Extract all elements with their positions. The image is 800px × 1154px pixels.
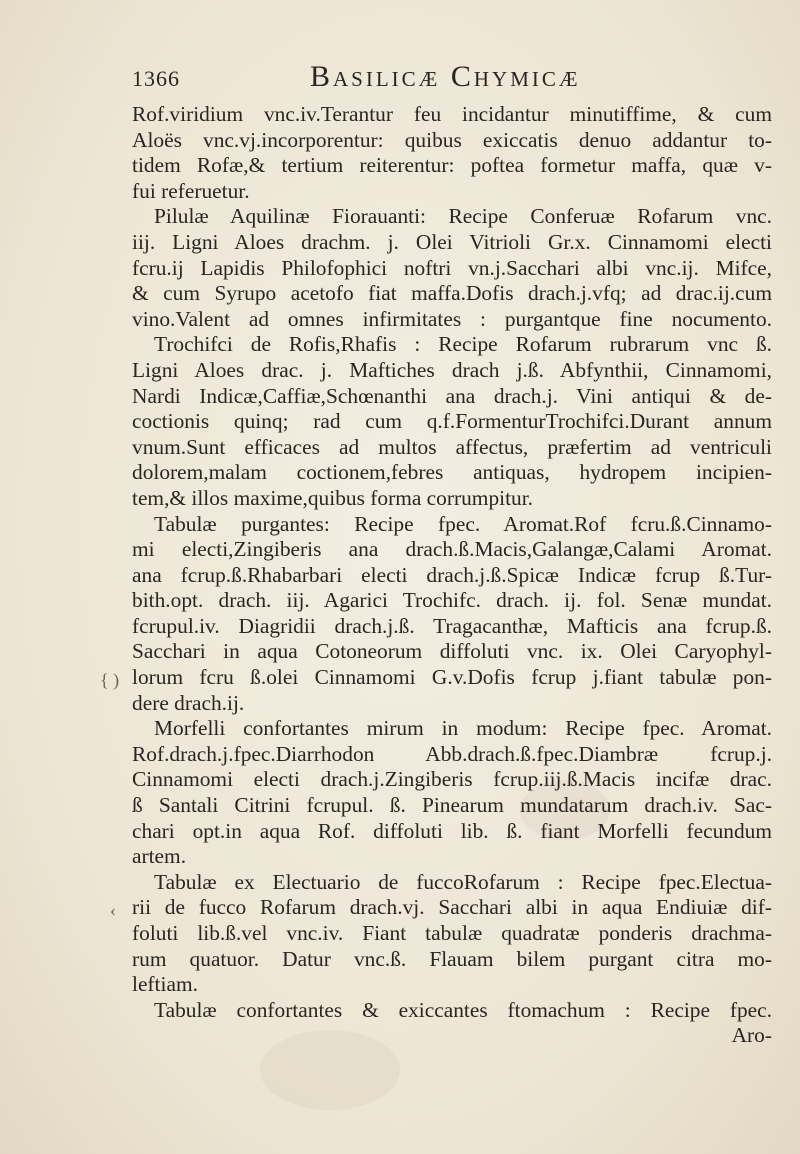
margin-mark: { ) <box>100 670 120 690</box>
text-line: bith.opt. drach. iij. Agarici Trochifc. drach. ij. fol. Senæ mundat. <box>132 588 772 613</box>
text-line: dolorem,malam coctionem,febres antiquas, hydropem incipien- <box>132 460 772 485</box>
text-line: fcrupul.iv. Diagridii drach.j.ß. Tragacanthæ, Mafticis ana fcrup.ß. <box>132 613 772 638</box>
text-line: rii de fucco Rofarum drach.vj. Sacchari albi in aqua Endiuiæ dif- <box>132 895 772 920</box>
text-line: Sacchari in aqua Cotoneorum diffoluti vnc. ix. Olei Caryophyl- <box>132 639 772 664</box>
text-line: leftiam. <box>132 972 198 997</box>
text-line: Tabulæ confortantes & exiccantes ftomachum : Recipe fpec. <box>154 997 772 1022</box>
text-line: Morfelli confortantes mirum in modum: Recipe fpec. Aromat. <box>154 716 772 741</box>
text-line: tem,& illos maxime,quibus forma corrumpitur. <box>132 485 534 510</box>
text-line: coctionis quinq; rad cum q.f.FormenturTrochifci.Durant annum <box>132 409 772 434</box>
text-line: Pilulæ Aquilinæ Fiorauanti: Recipe Conferuæ Rofarum vnc. <box>154 204 772 229</box>
body-text <box>132 102 772 1049</box>
text-line: fui referuetur. <box>132 178 250 203</box>
text-line: Rof.viridium vnc.iv.Terantur feu incidantur minutiffime, & cum <box>132 102 772 126</box>
text-line: Trochifci de Rofis,Rhafis : Recipe Rofarum rubrarum vnc ß. <box>154 332 772 357</box>
margin-mark: ‹ <box>110 900 116 920</box>
text-line: Ligni Aloes drac. j. Maftiches drach j.ß. Abfynthii, Cinnamomi, <box>132 357 772 382</box>
page-header <box>132 60 772 98</box>
text-line: Rof.drach.j.fpec.Diarrhodon Abb.drach.ß.fpec.Diambræ fcrup.j. <box>132 741 772 766</box>
text-line: fcru.ij Lapidis Philofophici noftri vn.j.Sacchari albi vnc.ij. Mifce, <box>132 255 772 280</box>
text-line: Aro- <box>731 1023 772 1048</box>
text-line: vnum.Sunt efficaces ad multos affectus, præfertim ad ventriculi <box>132 434 772 459</box>
text-line: artem. <box>132 844 187 869</box>
text-line: ß Santali Citrini fcrupul. ß. Pinearum mundatarum drach.iv. Sac- <box>132 793 772 818</box>
text-line: rum quatuor. Datur vnc.ß. Flauam bilem purgant citra mo- <box>132 946 772 971</box>
text-line: iij. Ligni Aloes drachm. j. Olei Vitrioli Gr.x. Cinnamomi electi <box>132 229 772 254</box>
text-line: Tabulæ ex Electuario de fuccoRofarum : Recipe fpec.Electua- <box>154 869 772 894</box>
text-line: ana fcrup.ß.Rhabarbari electi drach.j.ß.Spicæ Indicæ fcrup ß.Tur- <box>132 562 772 587</box>
text-line: & cum Syrupo acetofo fiat maffa.Dofis drach.j.vfq; ad drac.ij.cum <box>132 281 772 306</box>
text-line: lorum fcru ß.olei Cinnamomi G.v.Dofis fcrup j.fiant tabulæ pon- <box>132 665 772 690</box>
text-line: tidem Rofæ,& tertium reiterentur: poftea formetur maffa, quæ v- <box>132 153 772 178</box>
text-line: foluti lib.ß.vel vnc.iv. Fiant tabulæ quadratæ ponderis drachma- <box>132 921 772 945</box>
text-line: Cinnamomi electi drach.j.Zingiberis fcrup.iij.ß.Macis incifæ drac. <box>132 767 772 792</box>
running-title: Basilicæ Chymicæ <box>310 60 581 93</box>
text-line: vino.Valent ad omnes infirmitates : purgantque fine nocumento. <box>132 306 772 331</box>
text-line: dere drach.ij. <box>132 690 245 715</box>
text-line: Tabulæ purgantes: Recipe fpec. Aromat.Rof fcru.ß.Cinnamo- <box>154 511 772 536</box>
page-number: 1366 <box>132 66 180 91</box>
text-line: Nardi Indicæ,Caffiæ,Schœnanthi ana drach.j. Vini antiqui & de- <box>132 383 772 408</box>
text-line: chari opt.in aqua Rof. diffoluti lib. ß. fiant Morfelli fecundum <box>132 818 772 843</box>
text-line: mi electi,Zingiberis ana drach.ß.Macis,Galangæ,Calami Aromat. <box>132 537 772 562</box>
text-line: Aloës vnc.vj.incorporentur: quibus exiccatis denuo addantur to- <box>132 127 772 152</box>
